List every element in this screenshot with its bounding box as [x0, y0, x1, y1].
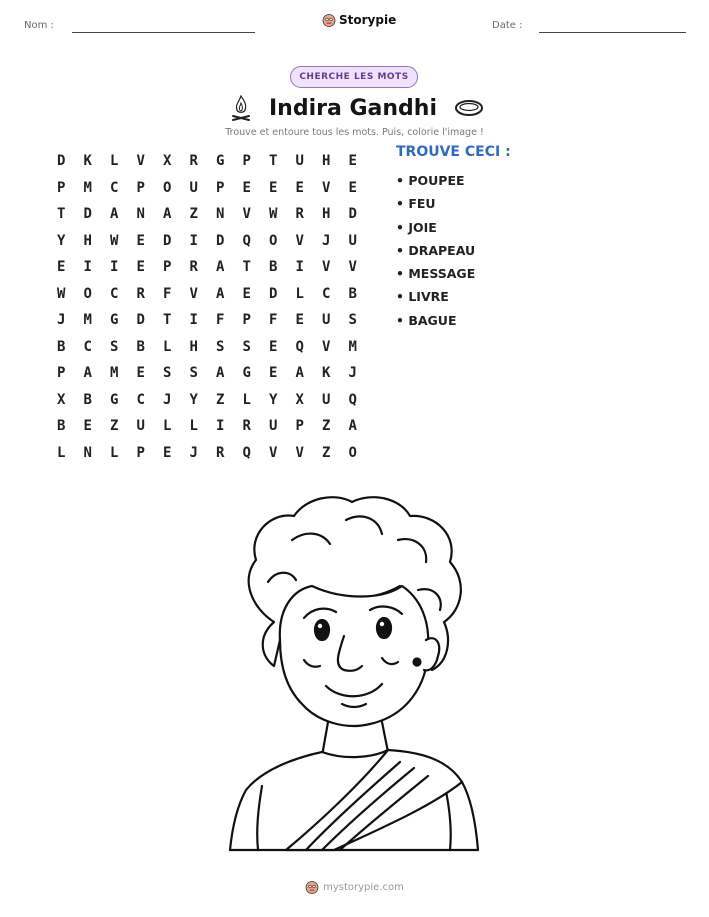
grid-letter[interactable]: B: [57, 418, 66, 435]
grid-letter[interactable]: C: [322, 285, 331, 302]
grid-letter[interactable]: I: [295, 259, 304, 276]
word-item: • POUPEE: [396, 173, 465, 188]
grid-letter[interactable]: W: [269, 206, 278, 223]
grid-letter[interactable]: A: [348, 418, 357, 435]
grid-letter[interactable]: D: [136, 312, 145, 329]
brand-logo: [322, 13, 396, 27]
grid-letter[interactable]: M: [110, 365, 119, 382]
grid-letter[interactable]: K: [83, 153, 92, 170]
grid-letter[interactable]: R: [189, 259, 198, 276]
grid-letter[interactable]: T: [163, 312, 172, 329]
grid-letter[interactable]: M: [83, 179, 92, 196]
grid-letter[interactable]: H: [322, 206, 331, 223]
grid-letter[interactable]: J: [163, 391, 172, 408]
grid-letter[interactable]: S: [216, 338, 225, 355]
grid-letter[interactable]: V: [189, 285, 198, 302]
grid-letter[interactable]: L: [110, 153, 119, 170]
grid-letter[interactable]: E: [57, 259, 66, 276]
grid-letter[interactable]: X: [295, 391, 304, 408]
grid-letter[interactable]: L: [189, 418, 198, 435]
grid-letter[interactable]: V: [322, 179, 331, 196]
grid-letter[interactable]: P: [216, 179, 225, 196]
grid-letter[interactable]: F: [163, 285, 172, 302]
grid-letter[interactable]: Q: [242, 232, 251, 249]
grid-letter[interactable]: R: [216, 444, 225, 461]
title-row: [230, 92, 484, 124]
grid-letter[interactable]: Z: [322, 444, 331, 461]
grid-letter[interactable]: P: [242, 312, 251, 329]
grid-letter[interactable]: R: [295, 206, 304, 223]
grid-letter[interactable]: I: [83, 259, 92, 276]
grid-letter[interactable]: E: [348, 153, 357, 170]
grid-letter[interactable]: X: [57, 391, 66, 408]
grid-letter[interactable]: S: [242, 338, 251, 355]
grid-letter[interactable]: I: [189, 312, 198, 329]
grid-letter[interactable]: Q: [295, 338, 304, 355]
grid-letter[interactable]: A: [216, 285, 225, 302]
indira-gandhi-coloring-illustration[interactable]: [222, 490, 486, 852]
grid-letter[interactable]: F: [216, 312, 225, 329]
grid-letter[interactable]: C: [110, 285, 119, 302]
grid-letter[interactable]: N: [136, 206, 145, 223]
grid-letter[interactable]: P: [136, 179, 145, 196]
grid-letter[interactable]: V: [136, 153, 145, 170]
grid-letter[interactable]: E: [348, 179, 357, 196]
grid-letter[interactable]: U: [322, 312, 331, 329]
page-title: Indira Gandhi: [268, 95, 437, 121]
grid-letter[interactable]: R: [242, 418, 251, 435]
grid-letter[interactable]: G: [110, 312, 119, 329]
grid-letter[interactable]: P: [136, 444, 145, 461]
grid-letter[interactable]: J: [322, 232, 331, 249]
grid-letter[interactable]: P: [295, 418, 304, 435]
grid-letter[interactable]: A: [295, 365, 304, 382]
grid-letter[interactable]: Q: [242, 444, 251, 461]
instructions: Trouve et entoure tous les mots. Puis, colorie l'image !: [225, 127, 484, 138]
grid-letter[interactable]: E: [242, 285, 251, 302]
grid-letter[interactable]: Y: [269, 391, 278, 408]
grid-letter[interactable]: E: [295, 312, 304, 329]
grid-letter[interactable]: D: [57, 153, 66, 170]
grid-letter[interactable]: E: [136, 365, 145, 382]
grid-letter[interactable]: G: [242, 365, 251, 382]
grid-letter[interactable]: V: [269, 444, 278, 461]
grid-letter[interactable]: E: [295, 179, 304, 196]
grid-letter[interactable]: J: [189, 444, 198, 461]
grid-letter[interactable]: B: [348, 285, 357, 302]
grid-letter[interactable]: H: [83, 232, 92, 249]
grid-letter[interactable]: M: [348, 338, 357, 355]
grid-letter[interactable]: O: [269, 232, 278, 249]
grid-letter[interactable]: V: [322, 338, 331, 355]
grid-letter[interactable]: L: [295, 285, 304, 302]
grid-letter[interactable]: R: [136, 285, 145, 302]
brand-name: Storypie: [339, 13, 397, 27]
grid-letter[interactable]: P: [242, 153, 251, 170]
grid-letter[interactable]: L: [163, 418, 172, 435]
grid-letter[interactable]: E: [136, 232, 145, 249]
grid-letter[interactable]: U: [322, 391, 331, 408]
grid-letter[interactable]: D: [216, 232, 225, 249]
grid-letter[interactable]: R: [189, 153, 198, 170]
word-item: • MESSAGE: [396, 266, 476, 282]
grid-letter[interactable]: I: [110, 259, 119, 276]
grid-letter[interactable]: E: [242, 179, 251, 196]
grid-letter[interactable]: X: [163, 153, 172, 170]
grid-letter[interactable]: S: [110, 338, 119, 355]
grid-letter[interactable]: E: [269, 365, 278, 382]
name-line[interactable]: [72, 32, 255, 33]
grid-letter[interactable]: Y: [189, 391, 198, 408]
footer: [0, 880, 709, 894]
grid-letter[interactable]: I: [216, 418, 225, 435]
word-list-title: TROUVE CECI :: [396, 144, 511, 160]
name-label: Nom :: [24, 20, 54, 31]
grid-letter[interactable]: P: [57, 365, 66, 382]
date-label: Date :: [492, 20, 523, 31]
grid-letter[interactable]: J: [57, 312, 66, 329]
grid-letter[interactable]: G: [110, 391, 119, 408]
grid-letter[interactable]: I: [189, 232, 198, 249]
grid-letter[interactable]: T: [269, 153, 278, 170]
grid-letter[interactable]: J: [348, 365, 357, 382]
grid-letter[interactable]: A: [216, 259, 225, 276]
grid-letter[interactable]: L: [163, 338, 172, 355]
word-item: • DRAPEAU: [396, 242, 476, 258]
grid-letter[interactable]: V: [295, 232, 304, 249]
grid-letter[interactable]: N: [83, 444, 92, 461]
storypie-mascot-icon: [305, 880, 319, 894]
grid-letter[interactable]: B: [136, 338, 145, 355]
campfire-icon: [230, 94, 252, 122]
grid-letter[interactable]: N: [216, 206, 225, 223]
grid-letter[interactable]: U: [269, 418, 278, 435]
grid-letter[interactable]: Z: [189, 206, 198, 223]
footer-url[interactable]: mystorypie.com: [323, 881, 404, 893]
grid-letter[interactable]: B: [57, 338, 66, 355]
grid-letter[interactable]: D: [163, 232, 172, 249]
grid-letter[interactable]: D: [348, 206, 357, 223]
grid-letter[interactable]: E: [269, 179, 278, 196]
grid-letter[interactable]: P: [163, 259, 172, 276]
grid-letter[interactable]: E: [163, 444, 172, 461]
grid-letter[interactable]: Q: [348, 391, 357, 408]
grid-letter[interactable]: L: [242, 391, 251, 408]
ring-icon: [454, 98, 484, 118]
grid-letter[interactable]: D: [269, 285, 278, 302]
grid-letter[interactable]: C: [83, 338, 92, 355]
grid-letter[interactable]: H: [322, 153, 331, 170]
grid-letter[interactable]: A: [163, 206, 172, 223]
date-line[interactable]: [539, 32, 686, 33]
storypie-mascot-icon: [322, 13, 336, 27]
grid-letter[interactable]: F: [269, 312, 278, 329]
grid-letter[interactable]: V: [348, 259, 357, 276]
grid-letter[interactable]: O: [83, 285, 92, 302]
grid-letter[interactable]: H: [189, 338, 198, 355]
grid-letter[interactable]: E: [136, 259, 145, 276]
grid-letter[interactable]: U: [295, 153, 304, 170]
grid-letter[interactable]: W: [110, 232, 119, 249]
grid-letter[interactable]: P: [57, 179, 66, 196]
grid-letter[interactable]: V: [242, 206, 251, 223]
grid-letter[interactable]: O: [348, 444, 357, 461]
word-item: • BAGUE: [396, 312, 457, 328]
grid-letter[interactable]: C: [136, 391, 145, 408]
grid-letter[interactable]: S: [163, 365, 172, 382]
grid-letter[interactable]: Z: [110, 418, 119, 435]
activity-badge: CHERCHE LES MOTS: [290, 66, 418, 88]
word-item: • JOIE: [396, 219, 437, 235]
grid-letter[interactable]: A: [216, 365, 225, 382]
grid-letter[interactable]: A: [83, 365, 92, 382]
grid-letter[interactable]: O: [163, 179, 172, 196]
grid-letter[interactable]: C: [110, 179, 119, 196]
grid-letter[interactable]: W: [57, 285, 66, 302]
grid-letter[interactable]: D: [83, 206, 92, 223]
grid-letter[interactable]: B: [83, 391, 92, 408]
grid-letter[interactable]: S: [189, 365, 198, 382]
word-search-grid[interactable]: [48, 148, 366, 466]
grid-letter[interactable]: T: [242, 259, 251, 276]
grid-letter[interactable]: B: [269, 259, 278, 276]
grid-letter[interactable]: A: [110, 206, 119, 223]
grid-letter[interactable]: T: [57, 206, 66, 223]
grid-letter[interactable]: V: [295, 444, 304, 461]
grid-letter[interactable]: L: [110, 444, 119, 461]
grid-letter[interactable]: Y: [57, 232, 66, 249]
grid-letter[interactable]: M: [83, 312, 92, 329]
grid-letter[interactable]: V: [322, 259, 331, 276]
grid-letter[interactable]: U: [136, 418, 145, 435]
grid-letter[interactable]: Z: [322, 418, 331, 435]
grid-letter[interactable]: S: [348, 312, 357, 329]
grid-letter[interactable]: U: [189, 179, 198, 196]
word-list: [396, 144, 511, 332]
word-item: • LIVRE: [396, 289, 449, 305]
grid-letter[interactable]: K: [322, 365, 331, 382]
grid-letter[interactable]: E: [83, 418, 92, 435]
grid-letter[interactable]: G: [216, 153, 225, 170]
grid-letter[interactable]: E: [269, 338, 278, 355]
word-item: • FEU: [396, 196, 436, 212]
grid-letter[interactable]: U: [348, 232, 357, 249]
grid-letter[interactable]: L: [57, 444, 66, 461]
grid-letter[interactable]: Z: [216, 391, 225, 408]
